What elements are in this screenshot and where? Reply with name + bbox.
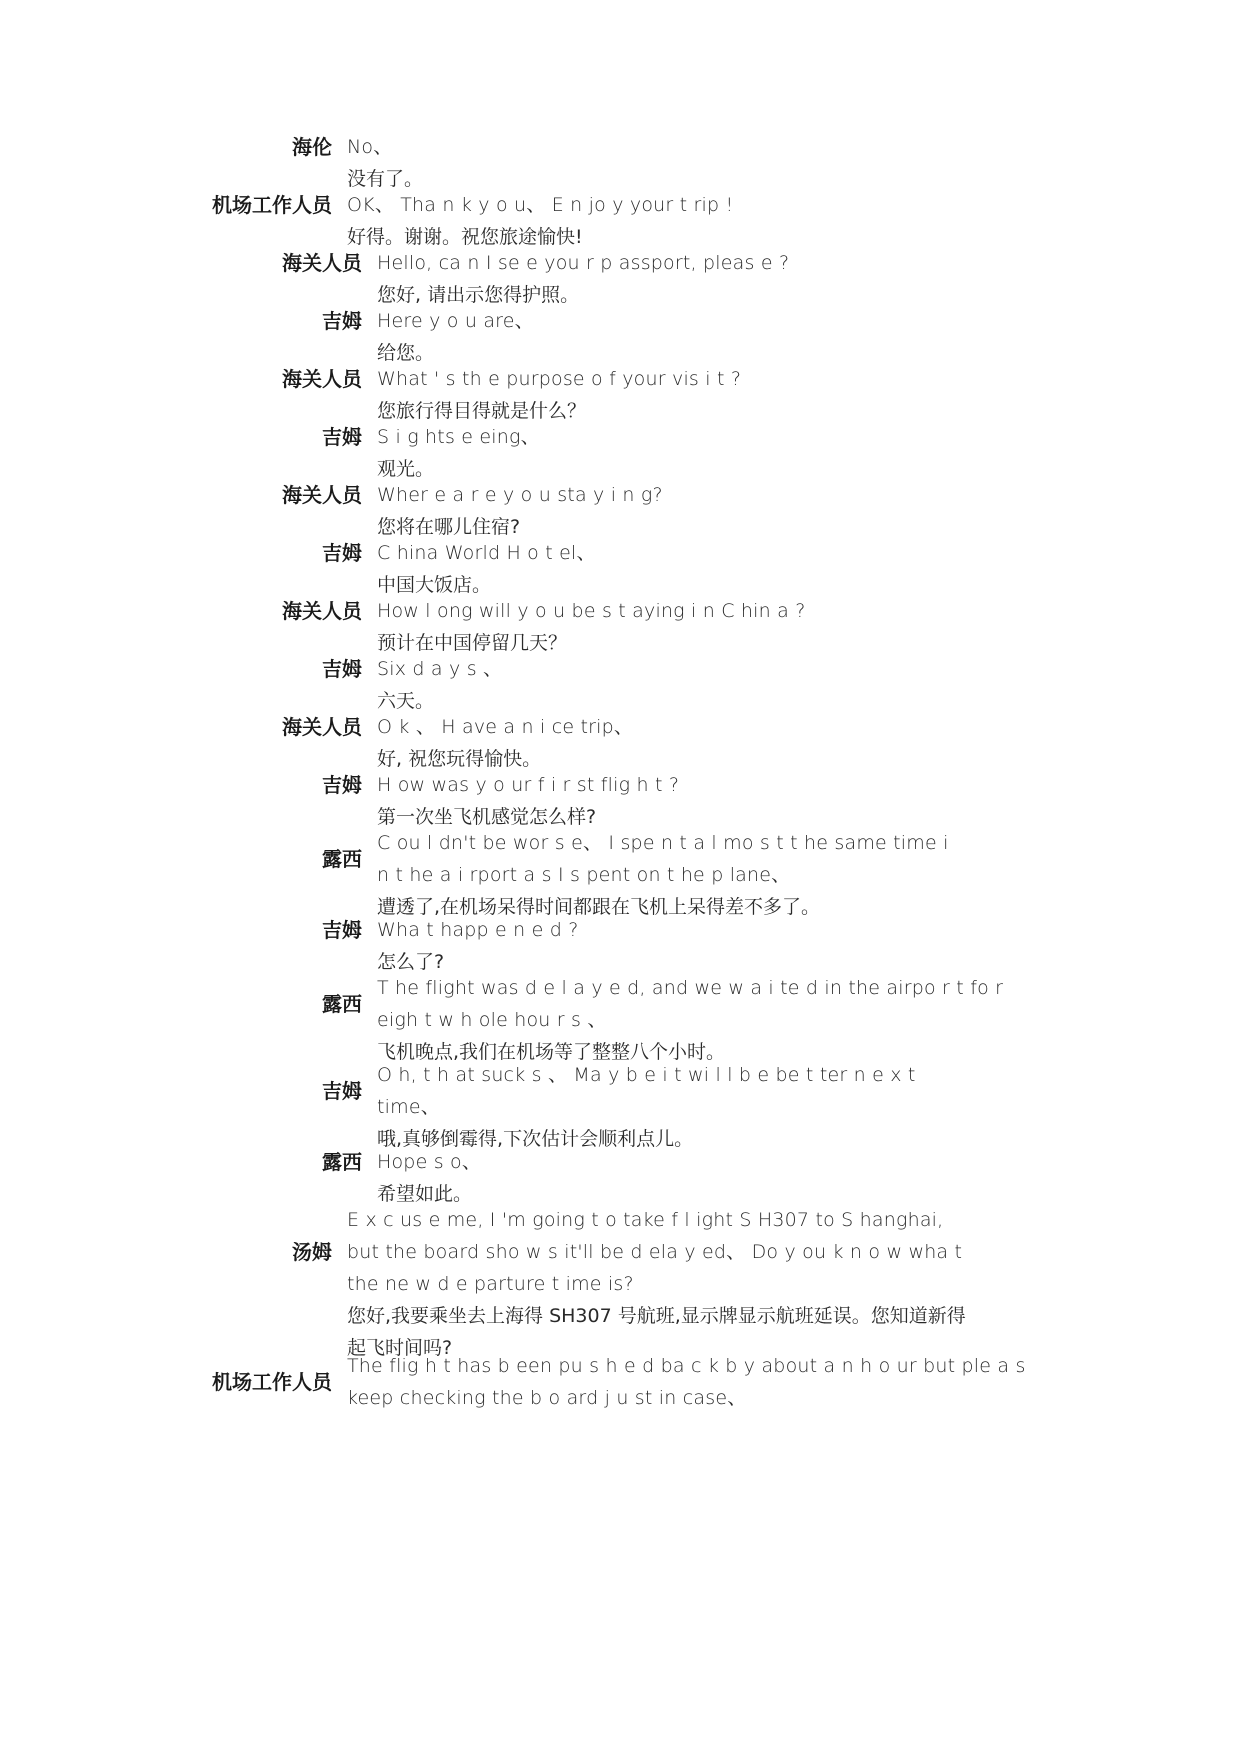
utterance	[377, 421, 1046, 485]
speaker-name: 吉姆	[322, 918, 362, 942]
utterance	[377, 1059, 1046, 1155]
speaker-name: 海关人员	[282, 599, 362, 623]
chinese-translation-line: 您将在哪儿住宿?	[377, 516, 521, 538]
speaker-name: 露西	[322, 992, 362, 1016]
chinese-translation-line: 中国大饭店。	[377, 574, 492, 596]
chinese-translation-line: 没有了。	[347, 168, 424, 190]
speaker-name: 机场工作人员	[212, 193, 332, 217]
english-line: How l ong will y o u be s t aying i n C hin a ?	[377, 600, 806, 622]
chinese-translation-line: 预计在中国停留几天？	[377, 632, 568, 654]
english-line: C ou l dn't be wor s e、 I spe n t a l mo s t t he same time i	[377, 832, 949, 854]
chinese-translation-line: 遭透了,在机场呆得时间都跟在飞机上呆得差不多了。	[377, 896, 821, 918]
utterance	[347, 1350, 1046, 1414]
utterance	[377, 595, 1046, 659]
chinese-translation-line: 给您。	[377, 342, 435, 364]
utterance	[347, 131, 1046, 195]
english-line: C hina World H o t el、	[377, 542, 596, 564]
utterance	[377, 769, 1046, 833]
chinese-translation-line: 哦,真够倒霉得,下次估计会顺利点儿。	[377, 1128, 694, 1150]
english-line: T he flight was d e l a y e d, and we w a i te d in the airpo r t fo r	[377, 977, 1004, 999]
speaker-name: 海关人员	[282, 715, 362, 739]
english-line: No、	[347, 136, 393, 158]
utterance	[377, 537, 1046, 601]
utterance	[377, 827, 1046, 923]
english-line: H ow was y o ur f i r st flig h t ?	[377, 774, 680, 796]
english-line: keep checking the b o ard j u st in case、	[347, 1387, 747, 1409]
chinese-translation-line: 起飞时间吗?	[347, 1337, 453, 1359]
utterance	[347, 189, 1046, 253]
english-line: O k 、 H ave a n i ce trip、	[377, 716, 634, 738]
speaker-name: 露西	[322, 847, 362, 871]
english-line: Here y o u are、	[377, 310, 534, 332]
utterance	[377, 711, 1046, 775]
chinese-translation-line: 您好,我要乘坐去上海得 SH307 号航班,显示牌显示航班延误。您知道新得	[347, 1305, 966, 1327]
chinese-translation-line: 怎么了?	[377, 951, 445, 973]
english-line: O h, t h at suck s 、 Ma y b e i t wi l l b e be t ter n e x t	[377, 1064, 916, 1086]
english-line: Wha t happ e n e d ?	[377, 919, 579, 941]
speaker-name: 海伦	[292, 135, 332, 159]
speaker-name: 吉姆	[322, 657, 362, 681]
chinese-translation-line: 好, 祝您玩得愉快。	[377, 748, 542, 770]
utterance	[377, 1146, 1046, 1210]
english-line: Hello, ca n I se e you r p assport, pleas e ?	[377, 252, 790, 274]
speaker-name: 吉姆	[322, 541, 362, 565]
speaker-name: 吉姆	[322, 773, 362, 797]
utterance	[377, 914, 1046, 978]
speaker-name: 吉姆	[322, 309, 362, 333]
english-line: The flig h t has b een pu s h e d ba c k b y about a n h o ur but ple a s	[347, 1355, 1026, 1377]
english-line: eigh t w h ole hou r s 、	[377, 1009, 607, 1031]
english-line: the ne w d e parture t ime is?	[347, 1273, 634, 1295]
english-line: S i g hts e eing、	[377, 426, 540, 448]
chinese-translation-line: 第一次坐飞机感觉怎么样?	[377, 806, 597, 828]
chinese-translation-line: 观光。	[377, 458, 435, 480]
utterance	[377, 479, 1046, 543]
chinese-translation-line: 六天。	[377, 690, 435, 712]
utterance	[377, 363, 1046, 427]
english-line: n t he a i rport a s I s pent on t he p lane、	[377, 864, 791, 886]
english-line: What ' s th e purpose o f your vis i t ?	[377, 368, 742, 390]
chinese-translation-line: 好得。谢谢。祝您旅途愉快!	[347, 226, 583, 248]
utterance	[377, 972, 1046, 1068]
chinese-translation-line: 飞机晚点,我们在机场等了整整八个小时。	[377, 1041, 726, 1063]
english-line: but the board sho w s it'll be d ela y ed、 Do y ou k n o w wha t	[347, 1241, 963, 1263]
chinese-translation-line: 希望如此。	[377, 1183, 473, 1205]
utterance	[377, 305, 1046, 369]
speaker-name: 吉姆	[322, 425, 362, 449]
english-line: Hope s o、	[377, 1151, 482, 1173]
english-line: time、	[377, 1096, 440, 1118]
speaker-name: 机场工作人员	[212, 1370, 332, 1394]
chinese-translation-line: 您好, 请出示您得护照。	[377, 284, 580, 306]
english-line: Wher e a r e y o u sta y i n g?	[377, 484, 663, 506]
speaker-name: 露西	[322, 1150, 362, 1174]
speaker-name: 海关人员	[282, 483, 362, 507]
english-line: E x c us e me, I 'm going t o take f l ight S H307 to S hanghai,	[347, 1209, 944, 1231]
utterance	[377, 247, 1046, 311]
english-line: OK、 Tha n k y o u、 E n jo y your t rip !	[347, 194, 734, 216]
utterance	[347, 1204, 1046, 1364]
speaker-name: 汤姆	[292, 1240, 332, 1264]
english-line: Six d a y s 、	[377, 658, 503, 680]
speaker-name: 海关人员	[282, 251, 362, 275]
utterance	[377, 653, 1046, 717]
speaker-name: 海关人员	[282, 367, 362, 391]
speaker-name: 吉姆	[322, 1079, 362, 1103]
chinese-translation-line: 您旅行得目得就是什么？	[377, 400, 587, 422]
